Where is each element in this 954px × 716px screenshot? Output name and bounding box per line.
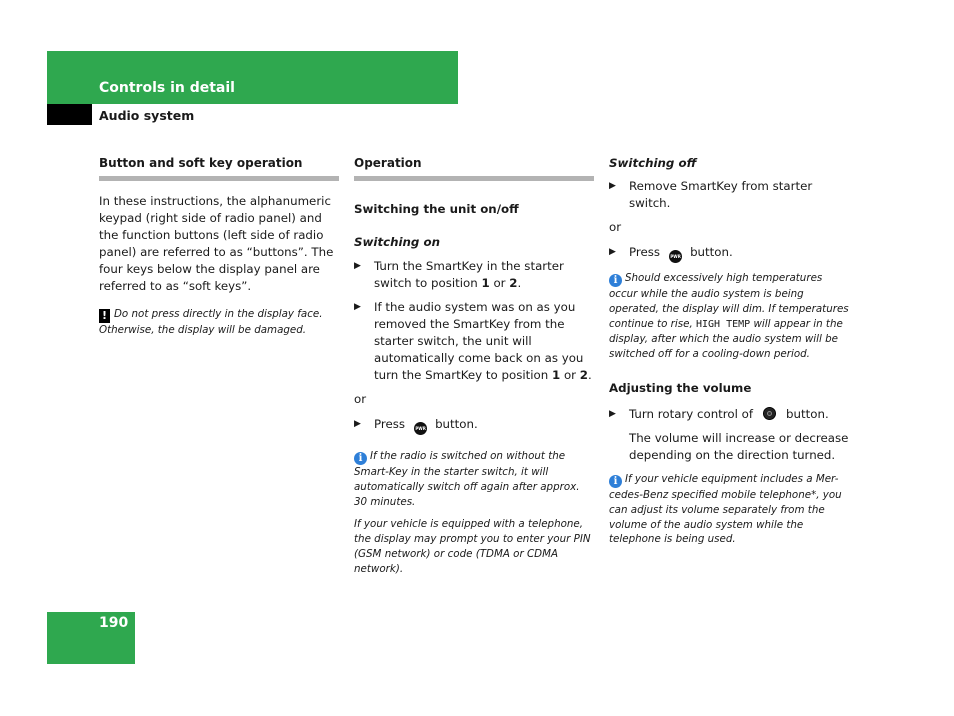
step-text: Remove SmartKey from starter switch. (629, 179, 813, 210)
intro-paragraph: In these instructions, the alphanumeric keypad (right side of radio panel) and the function buttons (left side of radio panel) are referred to as “buttons”. The four keys below the display panel are referred to as “soft keys”. (99, 194, 334, 293)
info-icon: i (609, 274, 622, 287)
step-press-power (354, 416, 594, 435)
rotary-knob-icon (763, 407, 776, 420)
section-marker (47, 104, 92, 125)
step-text-end: . (588, 368, 592, 382)
press-text: Press (374, 417, 406, 431)
position-1: 1 (551, 368, 561, 382)
bullet-arrow-icon: ▶ (609, 247, 616, 257)
note-text: If the radio is switched on without the Smart-Key in the starter switch, it will automatically switch off again after approx. 30 minutes. (354, 450, 580, 508)
heading-operation: Operation (354, 155, 594, 181)
step-remove-smartkey (609, 178, 849, 212)
note-text-cont: will appear in the display, after which the audio system will be switched off for a cooling-down period. (609, 317, 843, 361)
step-press-power (609, 244, 849, 263)
press-text: Press (629, 245, 661, 259)
button-text: button. (435, 417, 478, 431)
info-note-auto-off (354, 449, 594, 509)
step-text: If the audio system was on as you removed the SmartKey from the starter switch, the unit will automatically come back on as you turn the SmartKey to position (374, 300, 584, 382)
subheading-switching-off: Switching off (609, 156, 697, 170)
bullet-arrow-icon: ▶ (354, 419, 361, 429)
volume-result: The volume will increase or decrease depending on the direction turned. (629, 430, 849, 462)
step-text: Turn the SmartKey in the starter switch to position (374, 259, 564, 290)
subheading-switching-on: Switching on (354, 235, 440, 249)
info-note-telephone: If your vehicle is equipped with a telephone, the display may prompt you to enter your PIN (GSM network) or code (TDMA or CDMA network). (354, 518, 591, 575)
step-text-end: . (517, 276, 522, 290)
note-text: If your vehicle equipment includes a Mer-cedes-Benz specified mobile telephone*, you can adjust its volume separately from the volume of the audio system while the telephone is being used. (609, 472, 842, 546)
section-title: Audio system (99, 108, 195, 123)
page-number: 190 (99, 615, 129, 631)
step-turn-rotary (609, 406, 849, 423)
heading-button-soft-key-operation: Button and soft key operation (99, 155, 339, 181)
warning-text: Do not press directly in the display face. Otherwise, the display will be damaged. (99, 308, 323, 336)
bullet-arrow-icon: ▶ (609, 181, 616, 191)
step-turn-smartkey (354, 258, 594, 292)
info-icon: i (354, 452, 367, 465)
info-note-high-temp (609, 271, 849, 362)
subheading-switching-unit: Switching the unit on/off (354, 202, 519, 216)
bullet-arrow-icon: ▶ (354, 302, 361, 312)
or-text: or (354, 392, 367, 406)
column-switching-off (609, 155, 849, 555)
bullet-arrow-icon: ▶ (609, 408, 616, 419)
button-text: button. (786, 406, 829, 421)
info-icon: i (609, 475, 622, 488)
info-note-mobile-phone (609, 472, 849, 547)
note-text: Should excessively high temperatures occur while the audio system is being operated, the display will dim. If temperatures continue to rise, (609, 272, 849, 330)
step-text-or: or (489, 276, 510, 290)
or-text: or (609, 220, 622, 234)
display-code: HIGH TEMP (696, 318, 751, 330)
power-button-icon: PWR (669, 250, 682, 263)
header-band (47, 51, 458, 104)
column-operation (354, 155, 594, 585)
chapter-title: Controls in detail (99, 80, 235, 96)
bullet-arrow-icon: ▶ (354, 261, 361, 271)
step-auto-on (354, 299, 594, 384)
position-2: 2 (579, 368, 588, 382)
button-text: button. (690, 245, 733, 259)
exclamation-icon: ! (99, 309, 110, 323)
position-2: 2 (509, 276, 518, 290)
step-text-or: or (560, 368, 580, 382)
column-button-operation (99, 155, 339, 346)
warning-note (99, 307, 339, 338)
subheading-adjusting-volume: Adjusting the volume (609, 380, 752, 395)
power-button-icon: PWR (414, 422, 427, 435)
position-1: 1 (481, 276, 490, 290)
step-text: Turn rotary control of (629, 406, 754, 421)
